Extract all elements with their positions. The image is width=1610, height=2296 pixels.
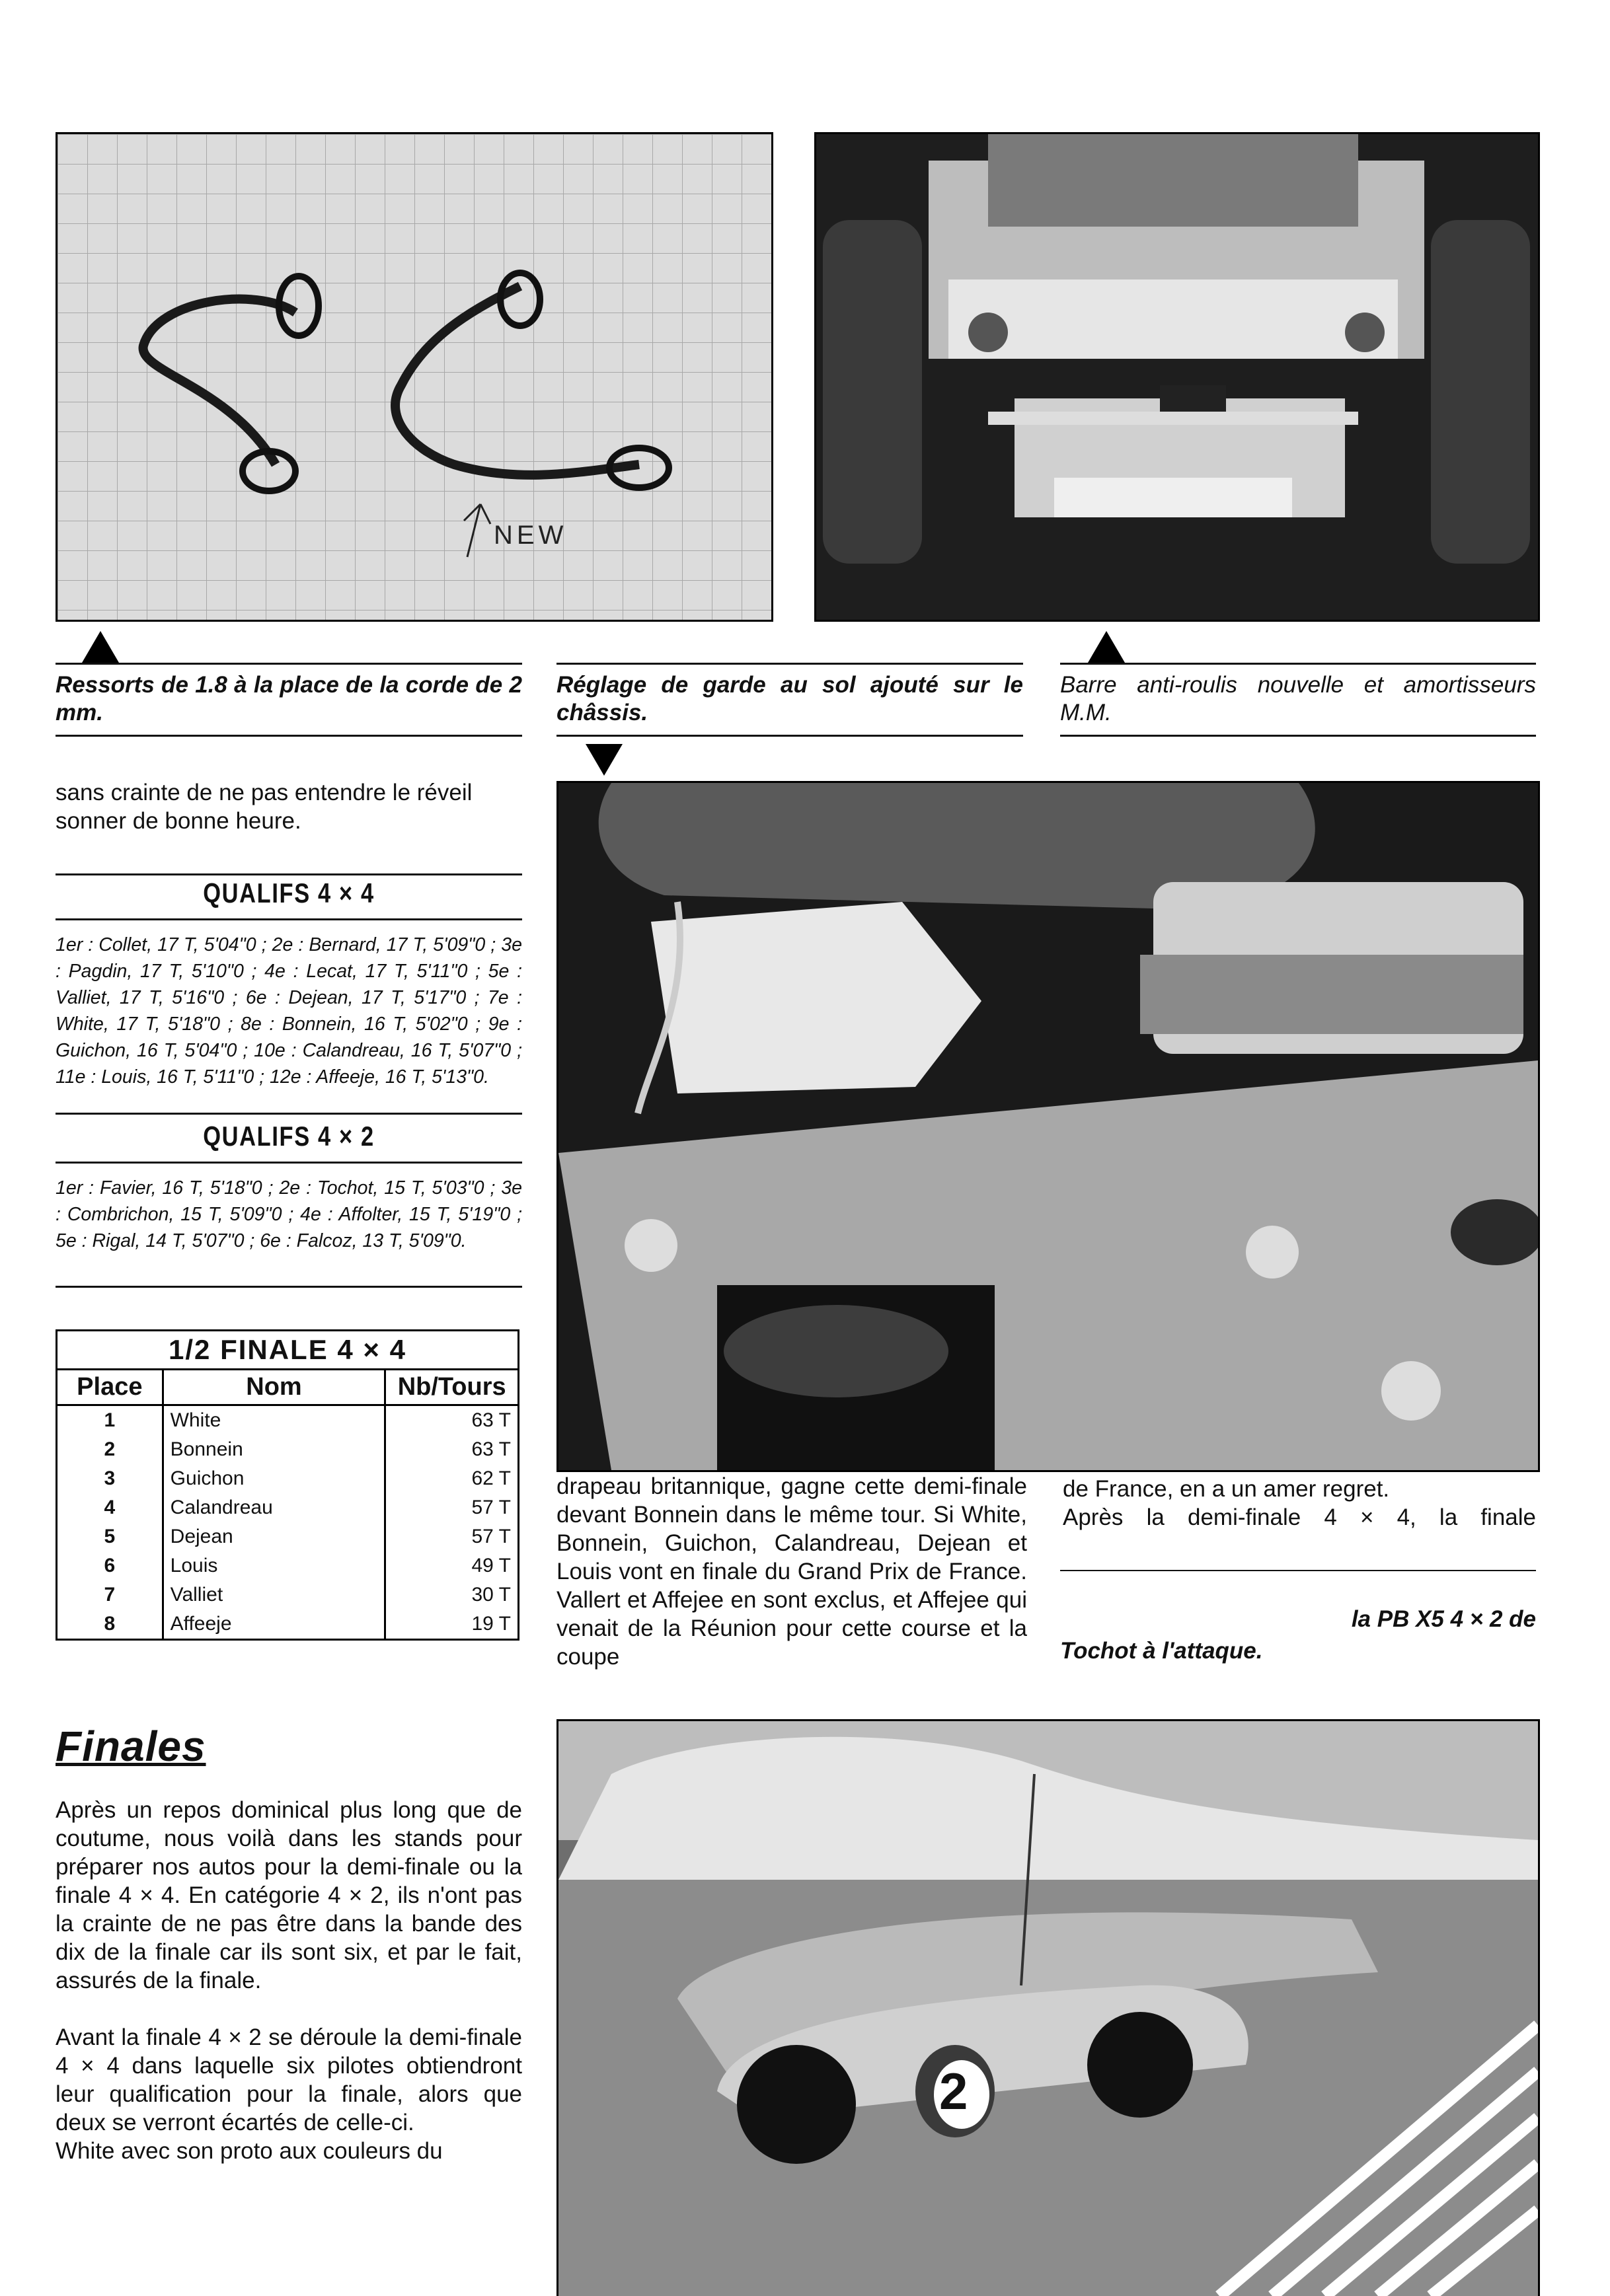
cell-tours: 62 T (385, 1464, 519, 1493)
column-place: Place (57, 1370, 163, 1405)
cell-nom: Louis (163, 1551, 385, 1580)
caption-pbx5-line2: Tochot à l'attaque. (1060, 1638, 1263, 1664)
qualifs-4x2-rule-bottom (56, 1286, 522, 1288)
caption-rule-bottom-3 (1060, 735, 1536, 737)
table-row (57, 1610, 519, 1640)
photo-springs (56, 132, 773, 622)
caption-rule-top-1 (56, 663, 522, 665)
caption-rule-4 (1060, 1570, 1536, 1571)
table-row (57, 1522, 519, 1551)
cell-nom: Bonnein (163, 1435, 385, 1464)
cell-tours: 63 T (385, 1405, 519, 1436)
caption-arrow-down-2 (586, 744, 623, 776)
qualifs-4x4-title: QUALIFS 4 × 4 (203, 877, 375, 908)
photo-race-car (556, 1719, 1540, 2296)
cell-tours: 57 T (385, 1493, 519, 1522)
finales-paragraph-3: White avec son proto aux couleurs du (56, 2138, 443, 2164)
cell-place: 4 (57, 1493, 163, 1522)
qualifs-4x2-title: QUALIFS 4 × 2 (203, 1121, 375, 1152)
cell-tours: 63 T (385, 1435, 519, 1464)
caption-pbx5-line1: la PB X5 4 × 2 de (1351, 1606, 1536, 1632)
cell-place: 5 (57, 1522, 163, 1551)
cell-place: 6 (57, 1551, 163, 1580)
cell-place: 2 (57, 1435, 163, 1464)
qualifs-4x4-rule-bottom (56, 1113, 522, 1115)
caption-springs: Ressorts de 1.8 à la place de la corde de 2 mm. (56, 672, 522, 725)
cell-nom: Affeeje (163, 1610, 385, 1640)
cell-place: 3 (57, 1464, 163, 1493)
table-row (57, 1464, 519, 1493)
cell-tours: 49 T (385, 1551, 519, 1580)
caption-arrow-up-3 (1088, 631, 1125, 663)
qualifs-4x2-rule-mid (56, 1162, 522, 1164)
cell-tours: 57 T (385, 1522, 519, 1551)
table-row (57, 1405, 519, 1436)
table-row (57, 1493, 519, 1522)
photo-chassis-front (814, 132, 1540, 622)
caption-arrow-up-1 (82, 631, 119, 663)
cell-place: 1 (57, 1405, 163, 1436)
qualifs-4x4-results: 1er : Collet, 17 T, 5'04"0 ; 2e : Bernard, 17 T, 5'09"0 ; 3e : Pagdin, 17 T, 5'10"0 ; 4e : Lecat, 17 T, 5'11"0 ; 5e : Valliet, 17 T, 5'16"0 ; 6e : Dejean, 17 T, 5'17"0 ; 7e : White, 17 T, 5'18"0 ; 8e : Bonnein, 16 T, 5'02"0 ; 9e : Guichon, 16 T, 5'04"0 ; 10e : Calandreau, 16 T, 5'07"0 ; 11e : Louis, 16 T, 5'11"0 ; 12e : Affeeje, 16 T, 5'13"0. (56, 934, 522, 1088)
intro-text: sans crainte de ne pas entendre le réveil sonner de bonne heure. (56, 780, 473, 834)
middle-column-text: drapeau britannique, gagne cette demi-finale devant Bonnein dans le même tour. Si White, Bonnein, Guichon, Calandreau, Dejean et Louis vont en finale du Grand Prix de France. Vallert et Affejee en sont exclus, et Affejee qui venait de la Réunion pour cette course et la coupe (556, 1473, 1027, 1670)
qualifs-4x4-rule-top (56, 873, 522, 875)
caption-rule-top-3 (1060, 663, 1536, 665)
caption-anti-roll: Barre anti-roulis nouvelle et amortisseurs M.M. (1060, 672, 1536, 725)
cell-tours: 19 T (385, 1610, 519, 1640)
caption-rule-top-2 (556, 663, 1023, 665)
cell-nom: Guichon (163, 1464, 385, 1493)
cell-place: 8 (57, 1610, 163, 1640)
caption-ground-clearance: Réglage de garde au sol ajouté sur le châssis. (556, 672, 1023, 725)
right-column-text-1: de France, en a un amer regret. (1063, 1476, 1390, 1502)
semi-final-title: 1/2 FINALE 4 × 4 (57, 1331, 519, 1370)
cell-nom: Valliet (163, 1580, 385, 1610)
new-label: NEW (494, 521, 568, 550)
table-row (57, 1435, 519, 1464)
semi-final-table (56, 1329, 519, 1641)
caption-rule-bottom-1 (56, 735, 522, 737)
right-column-text-2: Après la demi-finale 4 × 4, la finale (1063, 1504, 1536, 1530)
column-nom: Nom (163, 1370, 385, 1405)
cell-place: 7 (57, 1580, 163, 1610)
cell-nom: Calandreau (163, 1493, 385, 1522)
qualifs-4x2-results: 1er : Favier, 16 T, 5'18"0 ; 2e : Tochot, 15 T, 5'03"0 ; 3e : Combrichon, 15 T, 5'09"0 ; 4e : Affolter, 15 T, 5'19"0 ; 5e : Rigal, 14 T, 5'07"0 ; 6e : Falcoz, 13 T, 5'09"0. (56, 1177, 522, 1251)
finales-paragraph-2: Avant la finale 4 × 2 se déroule la demi-finale 4 × 4 dans laquelle six pilotes obtiendront leur qualification pour la finale, alors que deux se verront écartés de celle-ci. (56, 2024, 522, 2135)
cell-tours: 30 T (385, 1580, 519, 1610)
table-row (57, 1580, 519, 1610)
finales-paragraph-1: Après un repos dominical plus long que de coutume, nous voilà dans les stands pour préparer nos autos pour la demi-finale ou la finale 4 × 4. En catégorie 4 × 2, ils n'ont pas la crainte de ne pas être dans la bande des dix de la finale car ils sont six, et par le fait, assurés de la finale. (56, 1797, 522, 1993)
qualifs-4x4-rule-mid (56, 918, 522, 920)
caption-rule-bottom-2 (556, 735, 1023, 737)
finales-heading: Finales (56, 1722, 206, 1770)
cell-nom: Dejean (163, 1522, 385, 1551)
photo-chassis-detail (556, 781, 1540, 1472)
table-row (57, 1551, 519, 1580)
cell-nom: White (163, 1405, 385, 1436)
column-tours: Nb/Tours (385, 1370, 519, 1405)
car-number: 2 (939, 2062, 968, 2120)
